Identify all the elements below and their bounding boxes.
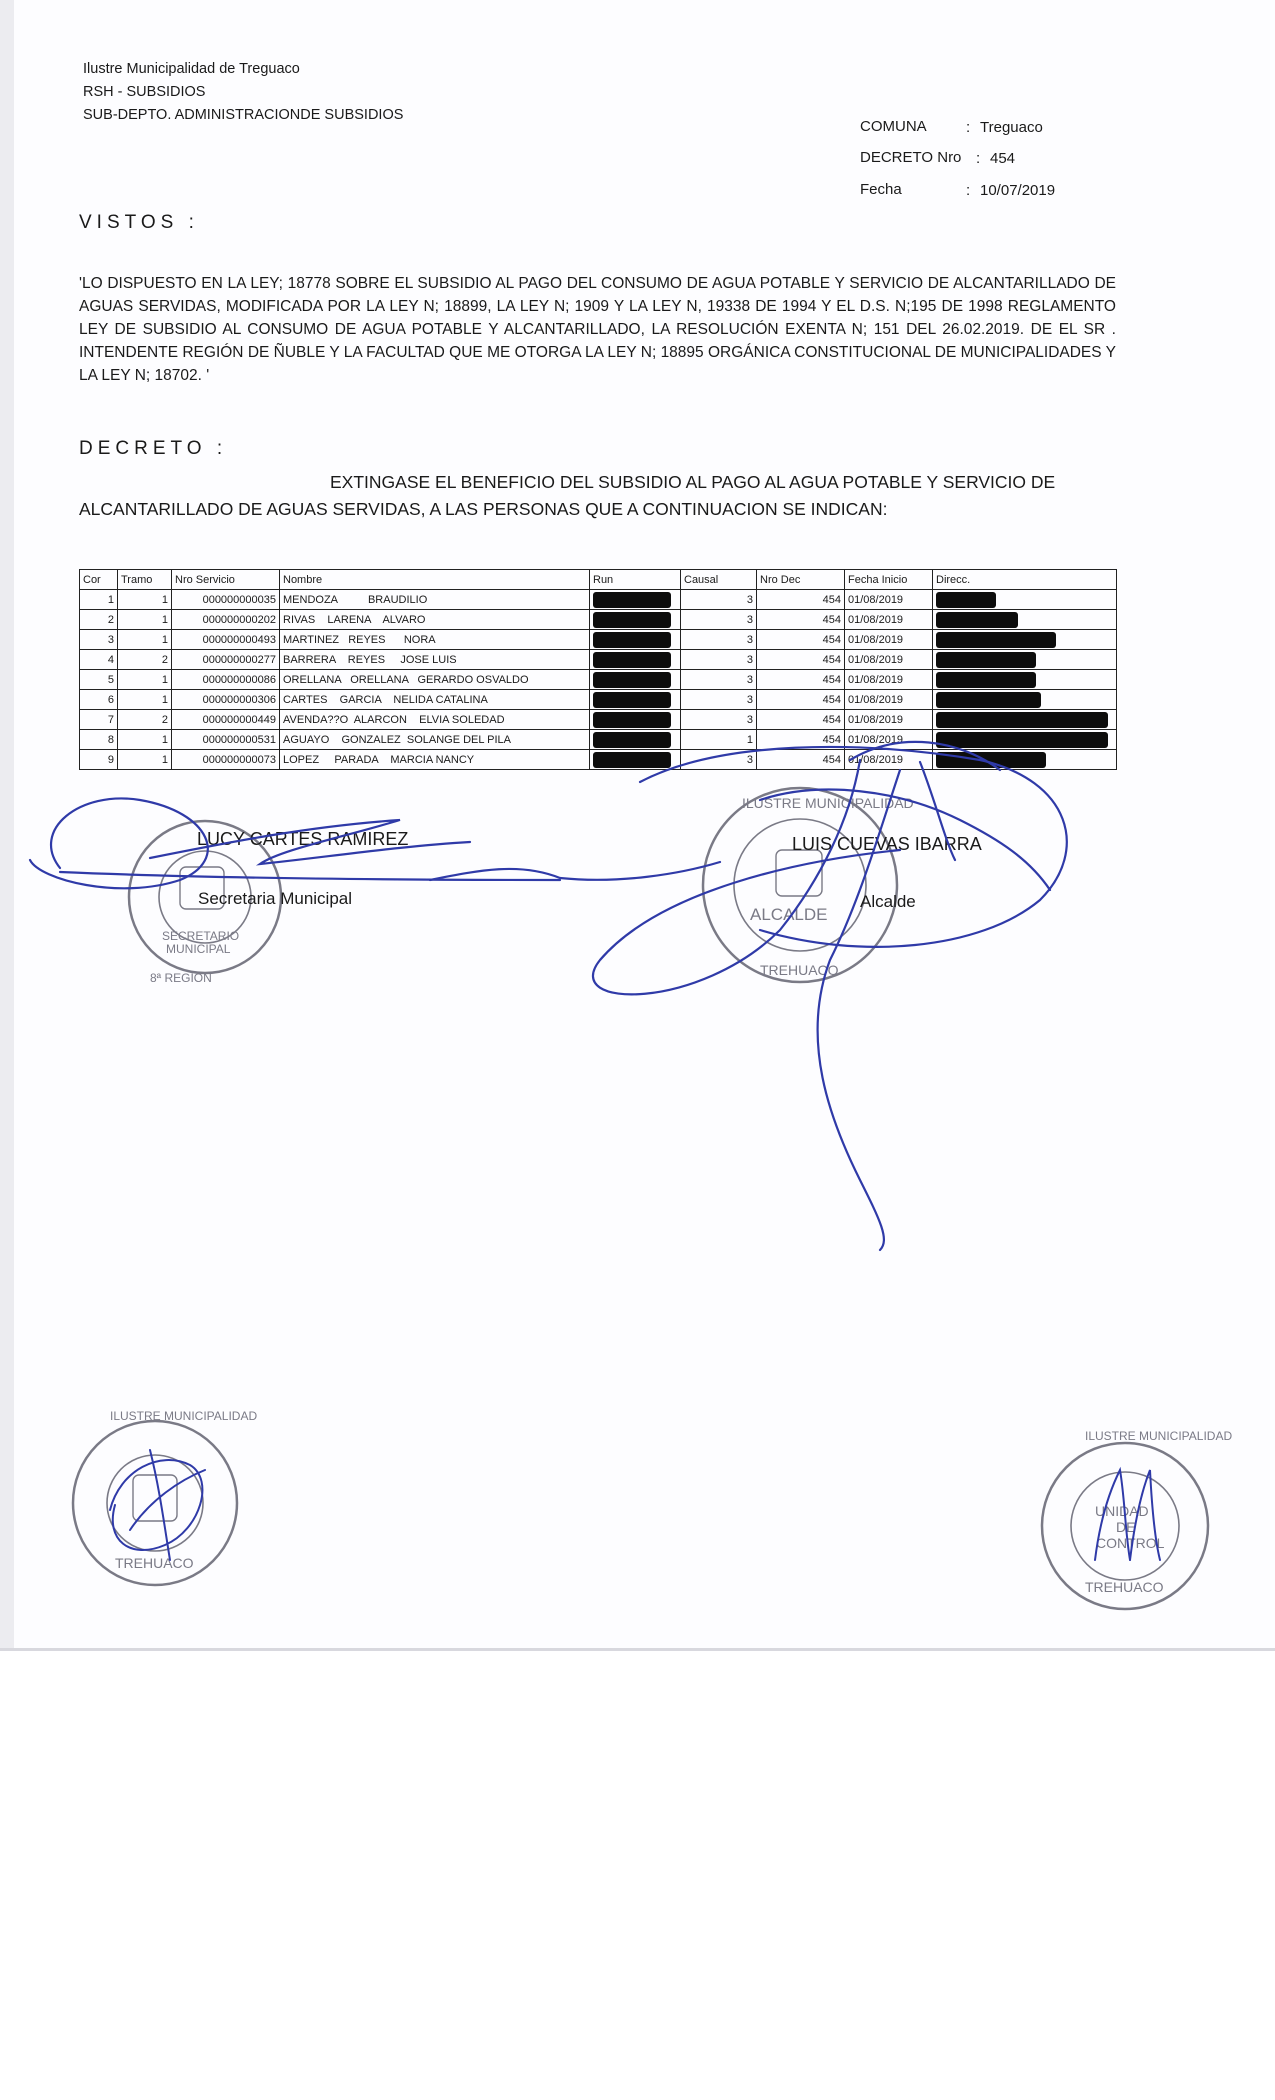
- cell-tramo: 2: [118, 650, 172, 670]
- cell-fecha: 01/08/2019: [845, 610, 933, 630]
- cell-cor: 7: [80, 710, 118, 730]
- cell-nro-dec: 454: [757, 590, 845, 610]
- cell-tramo: 1: [118, 590, 172, 610]
- bottom-left-stamp-ring: ILUSTRE MUNICIPALIDAD: [110, 1409, 258, 1423]
- col-tramo: Tramo: [118, 570, 172, 590]
- cell-servicio: 000000000202: [172, 610, 280, 630]
- cell-tramo: 1: [118, 630, 172, 650]
- alcalde-stamp-bottom: TREHUACO: [760, 962, 839, 978]
- cell-tramo: 2: [118, 710, 172, 730]
- vistos-title: VISTOS :: [79, 212, 199, 233]
- fecha-label: Fecha: [860, 181, 902, 198]
- header-line-3: SUB-DEPTO. ADMINISTRACIONDE SUBSIDIOS: [83, 107, 404, 123]
- cell-nombre: BARRERA REYES JOSE LUIS: [280, 650, 590, 670]
- cell-servicio: 000000000035: [172, 590, 280, 610]
- cell-cor: 5: [80, 670, 118, 690]
- cell-tramo: 1: [118, 730, 172, 750]
- bottom-left-stamp-bottom: TREHUACO: [115, 1555, 194, 1571]
- cell-servicio: 000000000086: [172, 670, 280, 690]
- cell-tramo: 1: [118, 750, 172, 770]
- bottom-left-initials: [110, 1450, 205, 1560]
- cell-causal: 3: [681, 670, 757, 690]
- decreto-title: DECRETO :: [79, 438, 228, 459]
- cell-cor: 4: [80, 650, 118, 670]
- col-direcc: Direcc.: [933, 570, 1117, 590]
- col-causal: Causal: [681, 570, 757, 590]
- cell-causal: 3: [681, 650, 757, 670]
- cell-nombre: MENDOZA BRAUDILIO: [280, 590, 590, 610]
- vistos-text: 'LO DISPUESTO EN LA LEY; 18778 SOBRE EL SUBSIDIO AL PAGO DEL CONSUMO DE AGUA POTABLE Y SERVICIO DE ALCANTARILLADO DE AGUAS SERVIDAS, MODIFICADA POR LA LEY N; 18899, LA LEY N; 1909 Y LA LEY N, 19338 DE 1994 Y EL D.S. N;195 DE 1998 REGLAMENTO LEY DE SUBSIDIO AL CONSUMO DE AGUA POTABLE Y ALCANTARILLADO, LA RESOLUCIÓN EXENTA N; 151 DEL 26.02.2019. DE EL SR . INTENDENTE REGIÓN DE ÑUBLE Y LA FACULTAD QUE ME OTORGA LA LEY N; 18895 ORGÁNICA CONSTITUCIONAL DE MUNICIPALIDADES Y LA LEY N; 18702. ': [79, 275, 1116, 384]
- cell-causal: 3: [681, 590, 757, 610]
- alcalde-name: LUIS CUEVAS IBARRA: [792, 834, 982, 854]
- secretaria-name: LUCY CARTES RAMIREZ: [197, 829, 409, 849]
- cell-nro-dec: 454: [757, 610, 845, 630]
- cell-cor: 2: [80, 610, 118, 630]
- bottom-right-stamp-bottom: TREHUACO: [1085, 1579, 1164, 1595]
- secretaria-stamp-center2: MUNICIPAL: [166, 942, 231, 956]
- cell-fecha: 01/08/2019: [845, 750, 933, 770]
- cell-cor: 8: [80, 730, 118, 750]
- alcalde-signature: [593, 742, 1067, 1250]
- fecha-value: 10/07/2019: [980, 182, 1056, 199]
- cell-nombre: AGUAYO GONZALEZ SOLANGE DEL PILA: [280, 730, 590, 750]
- cell-causal: 3: [681, 630, 757, 650]
- cell-fecha: 01/08/2019: [845, 710, 933, 730]
- cell-nro-dec: 454: [757, 650, 845, 670]
- cell-servicio: 000000000073: [172, 750, 280, 770]
- alcalde-stamp-center: ALCALDE: [750, 905, 828, 924]
- decreto-label: DECRETO Nro: [860, 149, 962, 166]
- bottom-right-initials: [1095, 1470, 1160, 1560]
- bottom-right-stamp-center1: UNIDAD: [1095, 1503, 1149, 1519]
- col-nro-dec: Nro Dec: [757, 570, 845, 590]
- decreto-line-2: ALCANTARILLADO DE AGUAS SERVIDAS, A LAS PERSONAS QUE A CONTINUACION SE INDICAN:: [79, 499, 888, 519]
- col-fecha-inicio: Fecha Inicio: [845, 570, 933, 590]
- cell-cor: 9: [80, 750, 118, 770]
- cell-tramo: 1: [118, 610, 172, 630]
- cell-causal: 3: [681, 690, 757, 710]
- col-nro-servicio: Nro Servicio: [172, 570, 280, 590]
- cell-nombre: CARTES GARCIA NELIDA CATALINA: [280, 690, 590, 710]
- cell-servicio: 000000000493: [172, 630, 280, 650]
- comuna-colon: :: [966, 119, 971, 136]
- cell-cor: 1: [80, 590, 118, 610]
- cell-causal: 3: [681, 710, 757, 730]
- cell-servicio: 000000000531: [172, 730, 280, 750]
- cell-nro-dec: 454: [757, 690, 845, 710]
- col-run: Run: [590, 570, 681, 590]
- cell-fecha: 01/08/2019: [845, 650, 933, 670]
- decreto-colon: :: [976, 150, 981, 167]
- cell-nombre: ORELLANA ORELLANA GERARDO OSVALDO: [280, 670, 590, 690]
- secretaria-stamp-center1: SECRETARIO: [162, 929, 240, 943]
- alcalde-role: Alcalde: [860, 892, 916, 911]
- col-cor: Cor: [80, 570, 118, 590]
- cell-servicio: 000000000306: [172, 690, 280, 710]
- secretaria-role: Secretaria Municipal: [198, 889, 353, 908]
- cell-causal: 1: [681, 730, 757, 750]
- secretaria-stamp-bottom: 8ª REGION: [150, 971, 212, 985]
- decreto-number: 454: [990, 150, 1016, 167]
- secretaria-signature: [30, 798, 720, 888]
- decreto-line-1: EXTINGASE EL BENEFICIO DEL SUBSIDIO AL PAGO AL AGUA POTABLE Y SERVICIO DE: [330, 472, 1056, 492]
- col-nombre: Nombre: [280, 570, 590, 590]
- cell-nro-dec: 454: [757, 750, 845, 770]
- bottom-right-stamp-center2: DE: [1116, 1519, 1136, 1535]
- cell-causal: 3: [681, 610, 757, 630]
- comuna-value: Treguaco: [980, 119, 1043, 136]
- fecha-colon: :: [966, 182, 971, 199]
- cell-cor: 6: [80, 690, 118, 710]
- cell-tramo: 1: [118, 670, 172, 690]
- cell-nombre: LOPEZ PARADA MARCIA NANCY: [280, 750, 590, 770]
- cell-nro-dec: 454: [757, 710, 845, 730]
- header-line-1: Ilustre Municipalidad de Treguaco: [83, 61, 300, 77]
- cell-nro-dec: 454: [757, 670, 845, 690]
- cell-nombre: MARTINEZ REYES NORA: [280, 630, 590, 650]
- cell-fecha: 01/08/2019: [845, 670, 933, 690]
- cell-cor: 3: [80, 630, 118, 650]
- cell-servicio: 000000000449: [172, 710, 280, 730]
- cell-tramo: 1: [118, 690, 172, 710]
- cell-nombre: AVENDA??O ALARCON ELVIA SOLEDAD: [280, 710, 590, 730]
- alcalde-stamp-ring: ILUSTRE MUNICIPALIDAD: [742, 795, 914, 811]
- cell-nro-dec: 454: [757, 730, 845, 750]
- cell-nro-dec: 454: [757, 630, 845, 650]
- comuna-label: COMUNA: [860, 118, 927, 135]
- cell-fecha: 01/08/2019: [845, 590, 933, 610]
- cell-nombre: RIVAS LARENA ALVARO: [280, 610, 590, 630]
- cell-fecha: 01/08/2019: [845, 630, 933, 650]
- bottom-right-stamp-ring: ILUSTRE MUNICIPALIDAD: [1085, 1429, 1233, 1443]
- cell-causal: 3: [681, 750, 757, 770]
- cell-fecha: 01/08/2019: [845, 690, 933, 710]
- cell-fecha: 01/08/2019: [845, 730, 933, 750]
- cell-servicio: 000000000277: [172, 650, 280, 670]
- header-line-2: RSH - SUBSIDIOS: [83, 84, 206, 100]
- bottom-right-stamp-center3: CONTROL: [1096, 1535, 1165, 1551]
